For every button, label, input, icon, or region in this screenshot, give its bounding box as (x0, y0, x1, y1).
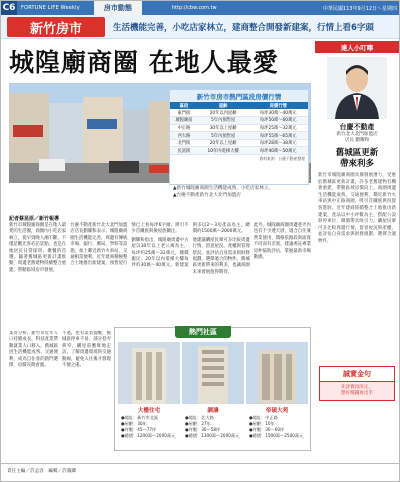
cell-age: 10年內電梯大樓 (198, 147, 249, 155)
expert-sidebar (315, 41, 399, 451)
table-row (170, 132, 308, 140)
community-cards (118, 342, 308, 450)
caption-1: ▲新竹城隍廟商圈生活機能成熟，小吃店家林立。 (173, 186, 274, 191)
article-body (9, 215, 311, 329)
community-name: 大樓住宅 (137, 408, 161, 414)
paragraph: 新竹市城隍廟商圈是在地人最愛的生活圈，商圈內小吃店家林立，從早到晚人潮不斷，不僅是觀光客必訪景點，也是在地居民日常採買、聚餐的首選。隨著舊城區更新計畫推動，周邊老舊建物陸續整合重建，帶動區域房市發展。 (9, 223, 67, 273)
notice-line: 先評實再決定， (340, 385, 374, 390)
cell-age: 20年以內屋齡 (198, 109, 249, 117)
notice-line: 想好價錢再出手 (340, 391, 374, 396)
table-row (170, 109, 308, 117)
paragraph: 台慶不動產新竹北大北門加盟店店長劉耀和表示，城隍廟商圈生活機能完善，周邊有傳統市場、銀行、郵局、學校等設施，加上鄰近新竹火車站，交通相當便利。近年建商積極整合土地推出新建案，預售屋行情已上看每坪6字頭，吸引不少首購族與換屋族關注。 (70, 223, 189, 267)
agent-portrait (327, 57, 387, 119)
agent-company: 台慶不動產 (339, 123, 375, 131)
caption-2: ▲台慶不動產新竹北大北門加盟店 (173, 193, 241, 198)
detail-line: ●總價：1500萬～2500萬元 (249, 433, 304, 438)
community-tag: 熱門社區 (175, 326, 231, 338)
paragraph: 業者分析，新竹市近年人口持續成長，科技產業帶動就業人口移入，舊城區因生活機能成熟、交通便利，成為自住客的熱門選擇，房價長期看漲。 (9, 331, 58, 369)
agent-name: 店長 劉耀和 (344, 138, 370, 143)
article-columns (9, 223, 311, 276)
detail-line: ●總價：1200萬～2000萬元 (121, 433, 176, 438)
cell-age: 30年以上屋齡 (198, 124, 249, 132)
notice-title: 誠實金句 (320, 367, 394, 382)
sidebar-title-line: 帶來利多 (339, 159, 374, 169)
table-row (170, 124, 308, 132)
paragraph: 此外，城隍廟商圈周邊巷弄內也有不少透天厝，適合自住兼營業使用，價格依路段與面寬不同而有差異，建議委託專業房仲協助評估，掌握最新市場動態。 (253, 223, 311, 261)
detail-line: ●坪數：45～77坪 (121, 427, 157, 432)
detail-line: ●屋齡：10年 (249, 421, 275, 426)
price-table (169, 89, 309, 185)
table-source: 資料來源：台慶不動產整理 (259, 156, 305, 162)
col-header-area: 區段 (170, 102, 198, 109)
paragraph: 他建議購屋民眾可多比較周邊行情，留意屋況、產權與管理狀況，並評估自身需求與財務規劃，選擇適合的物件。舊城區更新帶來的利多，也讓商圈未來發展值得期待。 (192, 237, 250, 275)
cell-area: 中正路 (170, 124, 198, 132)
cell-price: 每坪28萬～38萬元 (248, 139, 308, 147)
cell-age: 5年內預售屋 (198, 117, 249, 125)
community-details (118, 415, 180, 439)
community-name: 調濤 (207, 408, 219, 414)
col-header-age: 屋齡 (198, 102, 249, 109)
detail-line: ●地址：中正路 (249, 415, 278, 420)
section-tag: 房市動態 (94, 1, 142, 15)
detail-line: ●屋齡：27年 (185, 421, 211, 426)
notice-text (320, 382, 394, 400)
building-photo (118, 342, 180, 404)
site-url: http://cbw.com.tw (171, 5, 217, 11)
headline: 城隍廟商圈 在地人最愛 (9, 48, 279, 77)
detail-line: ●地址：北大路 (185, 415, 214, 420)
table-row (170, 139, 308, 147)
detail-line: ●坪數：30～60坪 (249, 427, 285, 432)
hot-community-box (114, 327, 311, 451)
community-card (246, 342, 308, 450)
section-banner (1, 15, 400, 39)
table-row (170, 117, 308, 125)
table-title: 新竹市房市熱門區段房價行情 (170, 90, 308, 102)
detail-line: ●坪數：30～58坪 (185, 427, 221, 432)
community-details (246, 415, 308, 439)
cell-age: 20年以上屋齡 (198, 139, 249, 147)
issue-date: 中華民國113年9月12日～星期四 (322, 6, 397, 12)
detail-line: ●總價：1300萬～2000萬元 (185, 433, 240, 438)
sidebar-header: 達人小叮嚀 (315, 41, 399, 53)
publication-name: FORTUNE LIFE Weekly (21, 5, 80, 11)
kicker-text: 生活機能完善，小吃店家林立，建商整合開發新建案，行情上看6字頭 (113, 23, 374, 33)
detail-line: ●地址：新竹市北區 (121, 415, 159, 420)
table-row (170, 147, 308, 155)
detail-line: ●屋齡：30年 (121, 421, 147, 426)
cell-area: 城隍廟前 (170, 117, 198, 125)
cell-price: 每坪30萬～40萬元 (248, 109, 308, 117)
byline: 記者蔡昆原／新竹報導 (9, 216, 60, 222)
page-number: C6 (2, 3, 16, 13)
article-columns-lower (9, 331, 111, 445)
community-details (182, 415, 244, 439)
top-bar (1, 1, 400, 15)
price-grid (170, 102, 308, 155)
building-photo (246, 342, 308, 404)
cell-area: 西大路 (170, 132, 198, 140)
photo-captions (173, 185, 311, 199)
cell-price: 每坪25萬～32萬元 (248, 124, 308, 132)
community-card (118, 342, 180, 450)
cell-price: 每坪40萬～50萬元 (248, 147, 308, 155)
sidebar-title (315, 148, 399, 170)
cell-area: 民富街 (170, 147, 198, 155)
page-footer: 責任主編／許孟容 編輯／許鳳卿 (1, 463, 400, 477)
paragraph: 不過，也有業者提醒，舊城區停車不易、部分巷弄狹窄，購屋前應實地走訪，了解周邊環境與交通動線，避免入住後才發現不便之處。 (62, 331, 111, 369)
cell-age: 5年內預售屋 (198, 132, 249, 140)
brand-label: 新竹房市 (7, 17, 105, 37)
notice-box (319, 366, 395, 401)
sidebar-title-line: 舊城區更新 (335, 148, 379, 158)
building-photo (182, 342, 244, 404)
community-name: 帝碩大苑 (265, 408, 289, 414)
cell-price: 每坪55萬～65萬元 (248, 132, 308, 140)
sidebar-body: 新竹市城隍廟商圈具備發展潛力，受惠於舊城區更新計畫，許多老舊建物有機會重建，帶動區域房價向上。商圈周邊生活機能成熟，交通便利，鄰近新竹火車站與中正路商圈，吸引首購族與投資客進駐。近年建商陸續整合土地推出新建案，產品以中小坪數為主，搭配公設與停車位，總價帶具吸引力。購屋民眾可多比較周邊行情，留意屋況與產權，並評估自身需求與財務規劃，選擇合適物件。 (318, 173, 396, 244)
paragraph: 劉耀和指出，城隍廟周邊中古屋以30年以上老公寓為主，每坪約25萬～32萬元，總價親民；20年以內電梯大樓每坪約30萬～40萬元。新建案則多以2～3房產品為主，總價約1500萬～2000萬元。 (131, 223, 250, 269)
cell-area: 北門街 (170, 139, 198, 147)
col-header-price: 房價行情 (248, 102, 308, 109)
community-card (182, 342, 244, 450)
agent-branch: 新竹北大北門加盟店 (336, 132, 378, 137)
cell-price: 每坪50萬～60萬元 (248, 117, 308, 125)
cell-area: 東門街 (170, 109, 198, 117)
